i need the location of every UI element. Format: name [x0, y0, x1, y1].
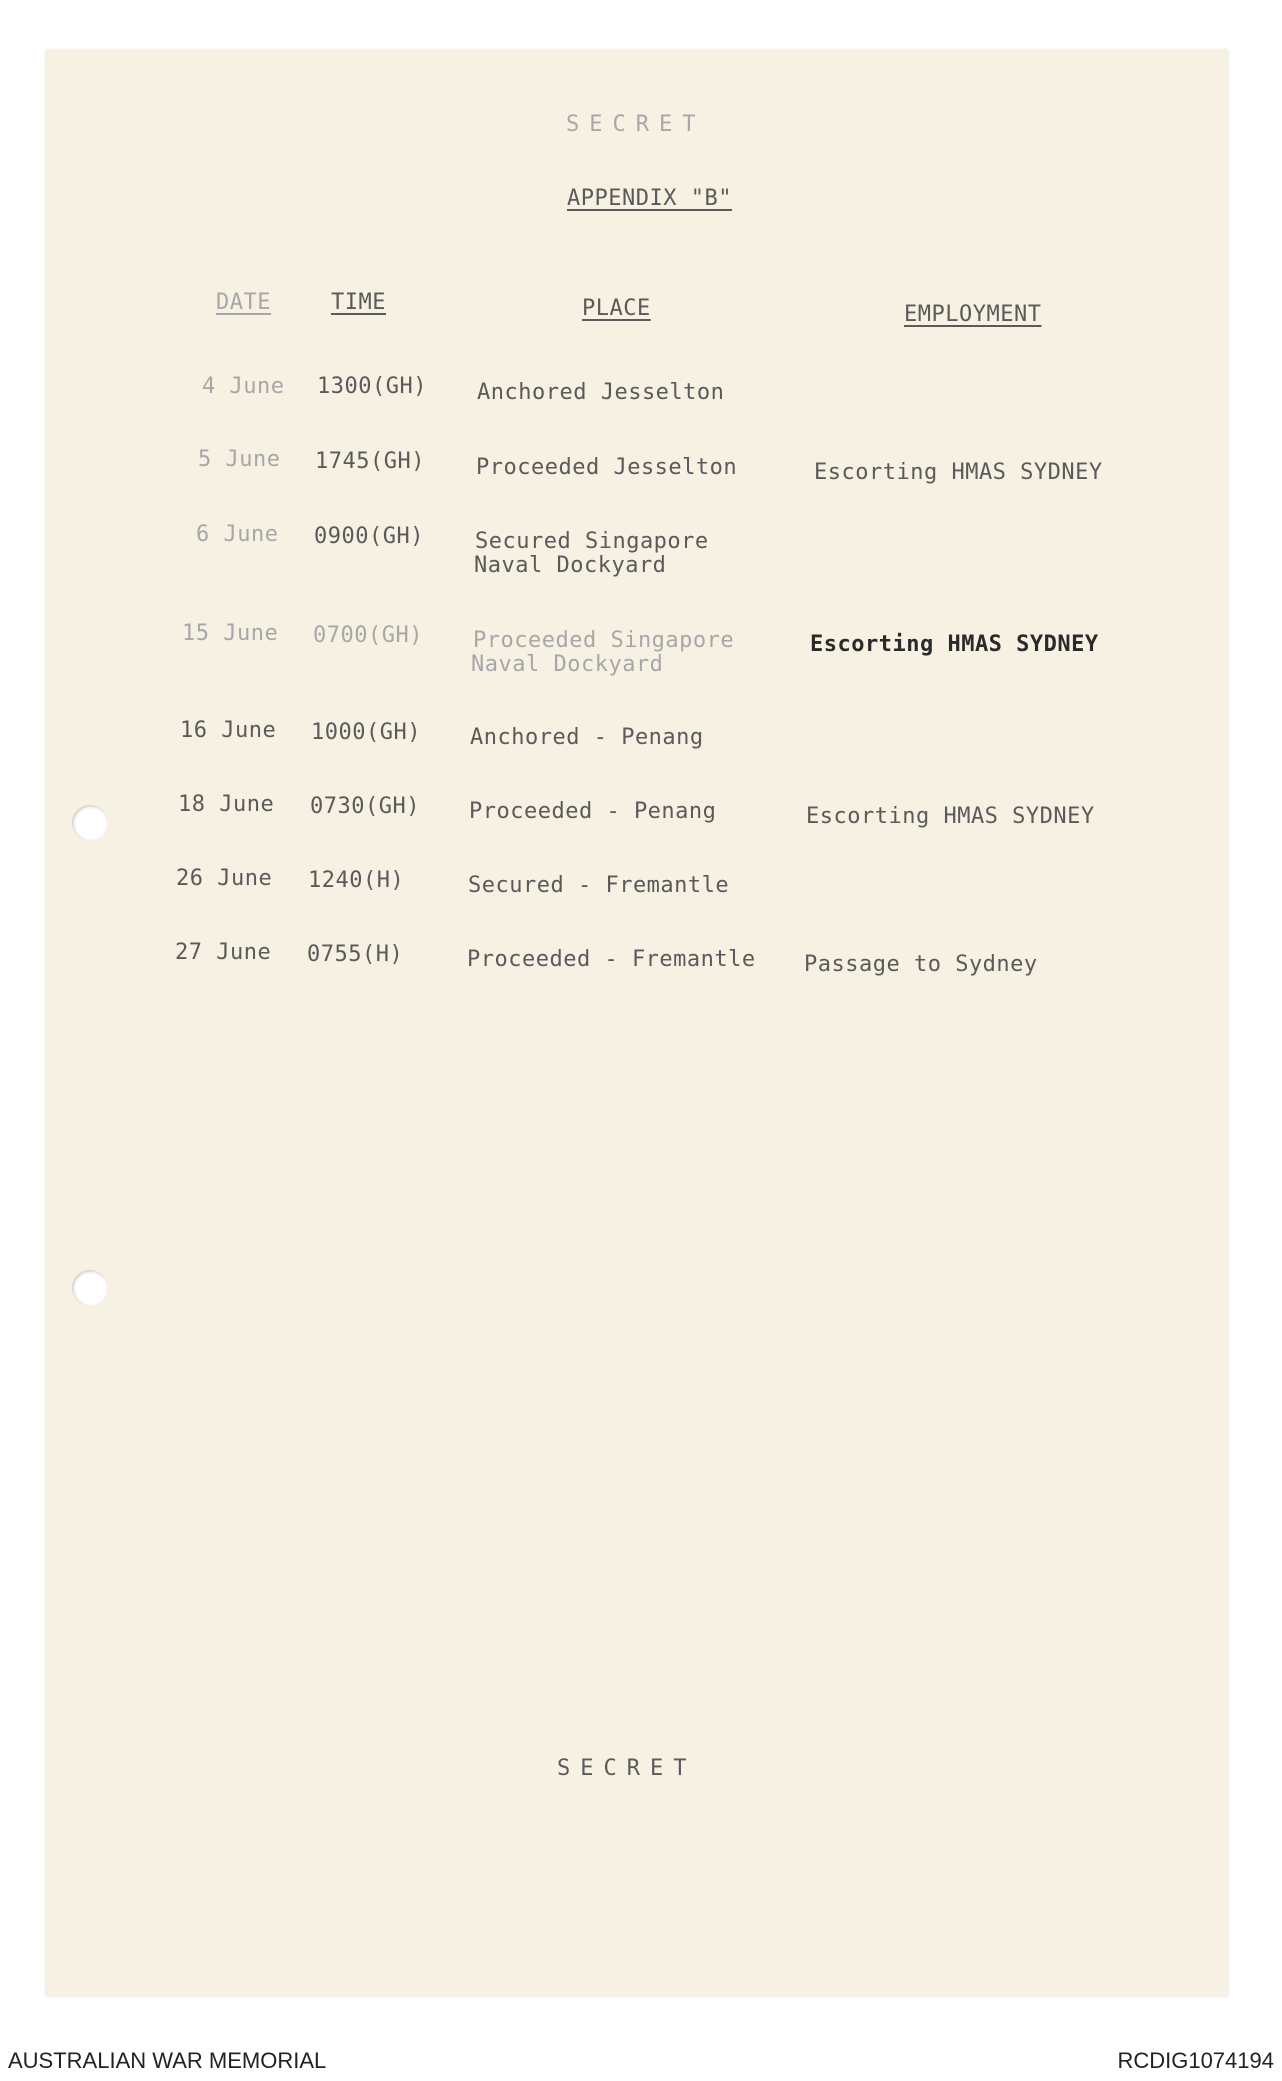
row-7-time: 1240(H) — [308, 868, 405, 893]
row-6-place: Proceeded - Penang — [469, 799, 717, 824]
column-header-time: TIME — [331, 290, 386, 315]
row-5-place: Anchored - Penang — [470, 725, 704, 750]
row-2-time: 1745(GH) — [315, 449, 425, 474]
row-4-place-line-2: Naval Dockyard — [471, 652, 664, 677]
row-8-place: Proceeded - Fremantle — [467, 947, 756, 972]
row-8-employment: Passage to Sydney — [804, 952, 1038, 977]
row-7-date: 26 June — [176, 866, 273, 891]
row-3-place-line-1: Secured Singapore — [475, 529, 709, 554]
document-page — [46, 50, 1228, 1996]
footer-catalogue-id: RCDIG1074194 — [1117, 2048, 1274, 2073]
top-classification: SECRET — [566, 112, 706, 137]
row-7-place: Secured - Fremantle — [468, 873, 730, 898]
row-5-date: 16 June — [180, 718, 277, 743]
column-header-place: PLACE — [582, 296, 651, 321]
bottom-classification: SECRET — [557, 1756, 697, 1781]
row-8-time: 0755(H) — [307, 942, 404, 967]
row-4-time: 0700(GH) — [313, 623, 423, 648]
punch-hole-top — [72, 805, 108, 841]
row-8-date: 27 June — [175, 940, 272, 965]
row-6-time: 0730(GH) — [310, 794, 420, 819]
column-header-employment: EMPLOYMENT — [904, 302, 1042, 327]
row-6-employment: Escorting HMAS SYDNEY — [806, 804, 1095, 829]
row-3-time: 0900(GH) — [314, 524, 424, 549]
punch-hole-bottom — [72, 1270, 108, 1306]
column-header-date: DATE — [216, 290, 271, 315]
row-3-date: 6 June — [196, 522, 279, 547]
row-4-date: 15 June — [182, 621, 279, 646]
row-1-date: 4 June — [202, 374, 285, 399]
row-5-time: 1000(GH) — [311, 720, 421, 745]
footer-source-label: AUSTRALIAN WAR MEMORIAL — [8, 2048, 327, 2073]
row-1-time: 1300(GH) — [317, 374, 427, 399]
row-2-date: 5 June — [198, 447, 281, 472]
row-2-place: Proceeded Jesselton — [476, 455, 738, 480]
document-title: APPENDIX "B" — [567, 186, 732, 211]
row-3-place-line-2: Naval Dockyard — [474, 553, 667, 578]
row-4-place-line-1: Proceeded Singapore — [473, 628, 735, 653]
row-2-employment: Escorting HMAS SYDNEY — [814, 460, 1103, 485]
row-1-place: Anchored Jesselton — [477, 380, 725, 405]
row-6-date: 18 June — [178, 792, 275, 817]
row-4-employment: Escorting HMAS SYDNEY — [810, 632, 1099, 657]
